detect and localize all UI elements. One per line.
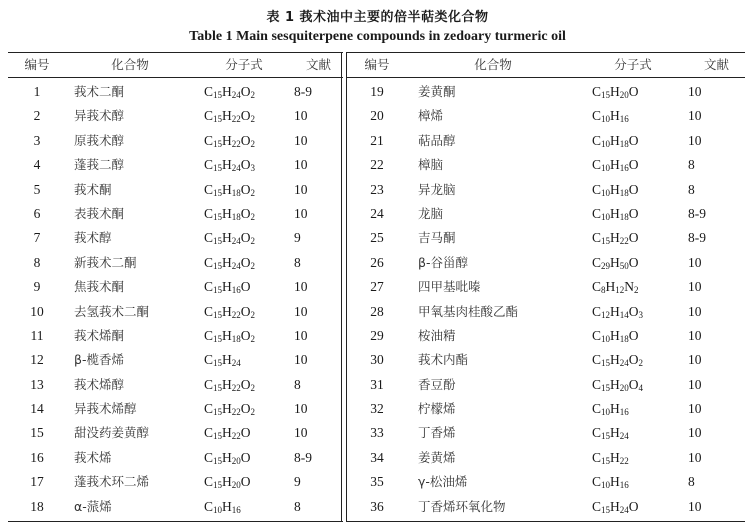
molecular-formula: $C_{15}H_{20}O$: [204, 449, 251, 466]
compound-number: 23: [370, 181, 384, 197]
table-body-right: [346, 78, 745, 521]
table-row: [8, 446, 343, 470]
reference: 10: [688, 352, 702, 368]
table-row: [346, 129, 745, 153]
compound-table-right: [346, 52, 745, 522]
reference: 9: [294, 230, 301, 246]
reference: 10: [294, 303, 308, 319]
reference: 10: [294, 205, 308, 221]
compound-number: 30: [370, 352, 384, 368]
compound-number: 33: [370, 425, 384, 441]
compound-name: 萜品醇: [418, 132, 456, 148]
table-row: [8, 153, 343, 177]
molecular-formula: $C_{15}H_{22}O_2$: [204, 401, 256, 418]
table-body-left: [8, 78, 343, 521]
compound-name: 甲氧基肉桂酸乙酯: [418, 303, 519, 319]
table-row: [346, 153, 745, 177]
header-number: 编号: [24, 57, 50, 72]
compound-number: 6: [33, 205, 41, 221]
reference: 8: [294, 376, 301, 392]
compound-name: β-谷甾醇: [418, 254, 468, 270]
table-row: [8, 226, 343, 250]
compound-name: 樟脑: [418, 157, 444, 173]
molecular-formula: $C_{15}H_{20}O$: [204, 474, 251, 491]
compound-name: 蓬莪二醇: [74, 157, 125, 173]
table-header-row: [346, 53, 745, 78]
table-row: [346, 421, 745, 445]
compound-name: 柠檬烯: [418, 401, 456, 417]
compound-name: 新莪术二酮: [74, 254, 137, 270]
compound-number: 28: [370, 303, 384, 319]
table-row: [8, 348, 343, 372]
table-row: [346, 80, 745, 104]
compound-name: 异龙脑: [418, 181, 456, 197]
molecular-formula: $C_8H_{12}N_2$: [592, 279, 639, 296]
compound-number: 3: [33, 132, 41, 148]
molecular-formula: $C_{15}H_{24}O_2$: [204, 254, 256, 271]
table-row: [346, 348, 745, 372]
reference: 10: [688, 303, 702, 319]
compound-name: 莪术二酮: [74, 84, 125, 99]
molecular-formula: $C_{15}H_{22}O$: [204, 425, 251, 442]
reference: 10: [688, 254, 702, 270]
compound-number: 18: [30, 498, 44, 514]
table-row: [8, 421, 343, 445]
table-row: [8, 178, 343, 202]
table-row: [8, 104, 343, 128]
compound-number: 20: [370, 108, 384, 124]
molecular-formula: $C_{15}H_{22}O$: [592, 230, 639, 247]
molecular-formula: $C_{15}H_{20}O_4$: [592, 376, 644, 393]
table-row: [8, 495, 343, 519]
table-row: [346, 446, 745, 470]
table-row: [346, 397, 745, 421]
compound-number: 26: [370, 254, 384, 270]
compound-name: 莪术烯酮: [74, 327, 125, 343]
molecular-formula: $C_{15}H_{22}O_2$: [204, 132, 256, 149]
table-row: [8, 251, 343, 275]
reference: 10: [294, 157, 308, 173]
reference: 8-9: [294, 449, 312, 465]
molecular-formula: $C_{15}H_{24}$: [592, 425, 629, 442]
reference: 10: [688, 449, 702, 465]
molecular-formula: $C_{29}H_{50}O$: [592, 254, 639, 271]
compound-number: 13: [30, 376, 44, 392]
table-row: [8, 202, 343, 226]
compound-name: 莪术烯醇: [74, 376, 125, 392]
reference: 10: [294, 401, 308, 417]
reference: 10: [688, 401, 702, 417]
compound-number: 7: [33, 230, 41, 246]
table-row: [346, 178, 745, 202]
header-formula: 分子式: [614, 57, 652, 72]
reference: 8: [688, 157, 695, 173]
compound-name: 龙脑: [418, 205, 444, 221]
header-formula: 分子式: [225, 57, 263, 72]
compound-number: 24: [370, 205, 384, 221]
compound-name: 桉油精: [418, 327, 456, 343]
molecular-formula: $C_{15}H_{22}O_2$: [204, 108, 256, 125]
molecular-formula: $C_{15}H_{20}O$: [592, 84, 639, 100]
reference: 10: [688, 327, 702, 343]
compound-name: β-榄香烯: [74, 352, 124, 368]
compound-number: 32: [370, 401, 384, 417]
molecular-formula: $C_{12}H_{14}O_3$: [592, 303, 644, 320]
molecular-formula: $C_{15}H_{24}O_2$: [204, 84, 256, 100]
molecular-formula: $C_{15}H_{16}O$: [204, 279, 251, 296]
table-row: [8, 80, 343, 104]
compound-name: 异莪术烯醇: [74, 401, 137, 417]
reference: 10: [688, 84, 702, 99]
compound-number: 12: [30, 352, 44, 368]
compound-table-left: [8, 52, 343, 522]
reference: 10: [688, 108, 702, 124]
molecular-formula: $C_{15}H_{24}O$: [592, 498, 639, 515]
compound-number: 29: [370, 327, 384, 343]
molecular-formula: $C_{10}H_{16}$: [592, 474, 629, 491]
compound-name: 姜黄酮: [418, 84, 456, 99]
compound-number: 35: [370, 474, 384, 490]
compound-name: 莪术酮: [74, 181, 112, 197]
compound-number: 16: [30, 449, 44, 465]
molecular-formula: $C_{15}H_{18}O_2$: [204, 327, 256, 344]
reference: 9: [294, 474, 301, 490]
reference: 8: [688, 181, 695, 197]
compound-name: 焦莪术酮: [74, 279, 125, 295]
reference: 10: [294, 425, 308, 441]
compound-number: 36: [370, 498, 384, 514]
reference: 10: [688, 279, 702, 295]
reference: 10: [688, 132, 702, 148]
reference: 10: [688, 425, 702, 441]
molecular-formula: $C_{15}H_{18}O_2$: [204, 181, 256, 198]
molecular-formula: $C_{10}H_{16}$: [592, 401, 629, 418]
compound-number: 17: [30, 474, 44, 490]
molecular-formula: $C_{10}H_{16}$: [204, 498, 241, 515]
compound-name: γ-松油烯: [418, 474, 468, 490]
table-row: [346, 104, 745, 128]
compound-number: 5: [33, 181, 41, 197]
molecular-formula: $C_{10}H_{16}$: [592, 108, 629, 125]
reference: 10: [294, 352, 308, 368]
table-row: [346, 300, 745, 324]
reference: 8-9: [688, 205, 706, 221]
compound-number: 14: [30, 401, 44, 417]
reference: 8: [688, 474, 695, 490]
reference: 8-9: [688, 230, 706, 246]
table-title-chinese: 表 1 莪术油中主要的倍半萜类化合物: [266, 10, 489, 25]
reference: 10: [294, 132, 308, 148]
table-row: [346, 226, 745, 250]
table-row: [346, 275, 745, 299]
reference: 8-9: [294, 84, 312, 99]
table-title-english: Table 1 Main sesquiterpene compounds in zedoary turmeric oil: [189, 29, 566, 44]
compound-name: 姜黄烯: [418, 449, 456, 465]
molecular-formula: $C_{10}H_{18}O$: [592, 132, 639, 149]
compound-name: 去氢莪术二酮: [74, 303, 150, 319]
compound-number: 2: [33, 108, 41, 124]
reference: 10: [688, 376, 702, 392]
molecular-formula: $C_{10}H_{18}O$: [592, 181, 639, 198]
reference: 8: [294, 498, 301, 514]
compound-name: 香豆酚: [418, 376, 456, 392]
table-row: [346, 495, 745, 519]
compound-number: 21: [370, 132, 384, 148]
header-compound: 化合物: [474, 57, 512, 72]
molecular-formula: $C_{15}H_{24}$: [204, 352, 241, 369]
compound-name: 异莪术醇: [74, 108, 125, 124]
table-row: [346, 324, 745, 348]
compound-name: α-蒎烯: [74, 498, 112, 514]
header-compound: 化合物: [111, 57, 149, 72]
table-row: [8, 470, 343, 494]
molecular-formula: $C_{15}H_{22}O_2$: [204, 376, 256, 393]
compound-number: 10: [30, 303, 44, 319]
table-row: [8, 300, 343, 324]
compound-name: 表莪术酮: [74, 205, 125, 221]
compound-name: 吉马酮: [418, 230, 456, 246]
molecular-formula: $C_{15}H_{22}$: [592, 449, 629, 466]
table-row: [8, 275, 343, 299]
reference: 10: [294, 279, 308, 295]
table-row: [8, 373, 343, 397]
header-number: 编号: [364, 57, 390, 72]
reference: 10: [688, 498, 702, 514]
molecular-formula: $C_{10}H_{18}O$: [592, 327, 639, 344]
compound-number: 19: [370, 84, 384, 99]
compound-number: 11: [30, 327, 44, 343]
table-row: [346, 373, 745, 397]
molecular-formula: $C_{10}H_{18}O$: [592, 205, 639, 222]
compound-number: 8: [33, 254, 41, 270]
molecular-formula: $C_{15}H_{24}O_2$: [592, 352, 644, 369]
compound-name: 莪术醇: [74, 230, 112, 246]
table-row: [8, 397, 343, 421]
compound-name: 甜没药姜黄醇: [74, 425, 150, 441]
table-row: [346, 202, 745, 226]
molecular-formula: $C_{15}H_{24}O_2$: [204, 230, 256, 247]
compound-number: 1: [33, 84, 41, 99]
compound-name: 丁香烯: [418, 425, 456, 441]
compound-name: 樟烯: [418, 108, 444, 124]
molecular-formula: $C_{10}H_{16}O$: [592, 157, 639, 174]
compound-number: 4: [33, 157, 41, 173]
compound-number: 31: [370, 376, 384, 392]
compound-name: 莪术内酯: [418, 352, 469, 368]
reference: 10: [294, 327, 308, 343]
compound-number: 15: [30, 425, 44, 441]
compound-name: 原莪术醇: [74, 132, 125, 148]
table-row: [8, 324, 343, 348]
molecular-formula: $C_{15}H_{18}O_2$: [204, 205, 256, 222]
table-row: [8, 129, 343, 153]
reference: 8: [294, 254, 301, 270]
reference: 10: [294, 181, 308, 197]
compound-number: 34: [370, 449, 384, 465]
table-row: [346, 251, 745, 275]
molecular-formula: $C_{15}H_{24}O_3$: [204, 157, 256, 174]
compound-number: 9: [33, 279, 41, 295]
table-row: [346, 470, 745, 494]
compound-number: 27: [370, 279, 384, 295]
molecular-formula: $C_{15}H_{22}O_2$: [204, 303, 256, 320]
compound-name: 莪术烯: [74, 449, 112, 465]
compound-name: 蓬莪术环二烯: [74, 474, 150, 490]
header-reference: 文献: [703, 57, 729, 72]
reference: 10: [294, 108, 308, 124]
table-header-row: [8, 53, 343, 78]
compound-name: 四甲基吡嗪: [418, 279, 481, 295]
compound-name: 丁香烯环氧化物: [418, 498, 506, 514]
header-reference: 文献: [305, 57, 331, 72]
compound-number: 22: [370, 157, 384, 173]
compound-number: 25: [370, 230, 384, 246]
